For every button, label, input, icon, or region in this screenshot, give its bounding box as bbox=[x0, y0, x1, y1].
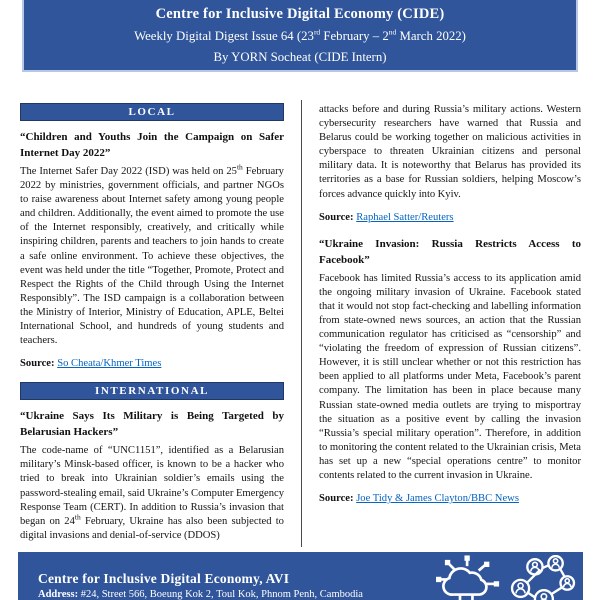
source-line bbox=[319, 212, 581, 223]
article-body-belarusian-hackers bbox=[20, 444, 284, 543]
source-line bbox=[319, 493, 581, 504]
ordinal-superscript: rd bbox=[313, 27, 321, 37]
section-banner-international bbox=[20, 382, 284, 400]
subtitle-text: March 2022) bbox=[396, 28, 466, 43]
source-label: Source: bbox=[319, 211, 354, 223]
article-body-belarusian-hackers-continued: attacks before and during Russia’s military actions. Western cybersecurity researchers have warned that Russia and Belarus could be working together on malicious activities in cyberspace to threaten Ukrainian citizens and personal military data. It is noteworthy that Belarus has provided its territories as a base for Russian soldiers, helping Moscow’s forces advance quickly into Kyiv. bbox=[319, 104, 581, 200]
source-link-bbc-news[interactable]: Joe Tidy & James Clayton/BBC News bbox=[356, 493, 519, 505]
source-link-khmer-times[interactable]: So Cheata/Khmer Times bbox=[57, 358, 162, 370]
article-heading-safer-internet-day: “Children and Youths Join the Campaign on Safer Internet Day 2022” bbox=[20, 131, 284, 159]
footer-banner bbox=[18, 552, 583, 600]
subtitle-text: Weekly Digital Digest Issue 64 (23 bbox=[134, 28, 314, 43]
source-label: Source: bbox=[319, 493, 354, 505]
article-heading-belarusian-hackers: “Ukraine Says Its Military is Being Targeted by Belarusian Hackers” bbox=[20, 410, 284, 439]
subtitle-text: February – 2 bbox=[320, 28, 389, 43]
byline: By YORN Socheat (CIDE Intern) bbox=[213, 49, 387, 64]
section-label: LOCAL bbox=[128, 106, 176, 118]
source-label: Source: bbox=[20, 358, 55, 370]
address-text: #24, Street 566, Boeung Kok 2, Toul Kok, Phnom Penh, Cambodia bbox=[78, 589, 363, 600]
source-link-reuters[interactable]: Raphael Satter/Reuters bbox=[356, 211, 454, 223]
ordinal-superscript: th bbox=[74, 512, 81, 522]
ordinal-superscript: nd bbox=[388, 27, 397, 37]
right-column bbox=[319, 100, 581, 552]
address-label: Address: bbox=[38, 589, 79, 600]
people-network-icon bbox=[508, 555, 578, 600]
ordinal-superscript: th bbox=[236, 162, 243, 172]
footer-org-name: Centre for Inclusive Digital Economy, AVI bbox=[38, 571, 290, 586]
header-banner bbox=[22, 0, 578, 72]
cloud-network-icon bbox=[436, 555, 500, 600]
section-label: INTERNATIONAL bbox=[94, 385, 210, 398]
body-text: The code-name of “UNC1151”, identified as a Belarusian military’s Minsk-based officer, is known to be a hacker who tried to break into Ukrainian soldier’s emails using the password-stealing email, said Ukraine’s Computer Emergency Response Team (CERT). In addition to Russia’s invasion that began on 24 bbox=[20, 445, 284, 527]
page-title: Centre for Inclusive Digital Economy (CIDE) bbox=[155, 5, 445, 22]
body-text: February 2022 by ministries, government officials, and partner NGOs to raise awareness about Internet safety among young people and children. Additionally, the event aimed to promote the use of the Internet responsibly, creatively, and critically while inspiring children, parents and teachers to join hands to create a safe online environment. To achieve these objectives, the event was held under the title “Together, Promote, Protect and Respect the Rights of the Child through Using the Internet Responsibly”. The ISD campaign is a collaboration between the Ministry of Interior, Ministry of Education, APLE, Beltei International School, and hundreds of young students and teachers. bbox=[20, 166, 284, 347]
footer-icons bbox=[436, 555, 578, 600]
article-body-russia-restricts-facebook: Facebook has limited Russia’s access to its application amid the ongoing military invasion of Ukraine. Facebook stated that it would not stop fact-checking and labelling information from state-owned news sources, an action that the Russian communication regulator has criticised as “censorship” and “violating the freedom of expression of Russian citizens”. However, it is still unclear whether or not this restriction has been applied to all platforms under Meta, Facebook’s parent company. The limitation has been in place because many Russian state-owned media outlets are trying to misportray the situation as a positive event by calling the invasion “Russia’s special military operation”. Therefore, in addition to monitoring the content related to the Ukrainian crisis, Meta has set up a new “special operations centre” to monitor contents related to the current invasion in Ukraine. bbox=[319, 272, 581, 481]
body-text: February, Ukraine has also been subjected to digital invasions and denial-of-service (DDOS) bbox=[20, 515, 284, 541]
section-banner-local bbox=[20, 103, 284, 121]
article-heading-russia-restricts-facebook: “Ukraine Invasion: Russia Restricts Access to Facebook” bbox=[319, 237, 581, 266]
column-divider bbox=[301, 100, 302, 547]
article-body-safer-internet-day bbox=[20, 162, 284, 348]
source-line bbox=[20, 358, 284, 369]
article-columns bbox=[20, 100, 581, 552]
left-column bbox=[20, 100, 284, 552]
body-text: The Internet Safer Day 2022 (ISD) was held on 25 bbox=[20, 166, 237, 177]
issue-subtitle bbox=[24, 29, 576, 44]
footer-address bbox=[38, 589, 363, 600]
